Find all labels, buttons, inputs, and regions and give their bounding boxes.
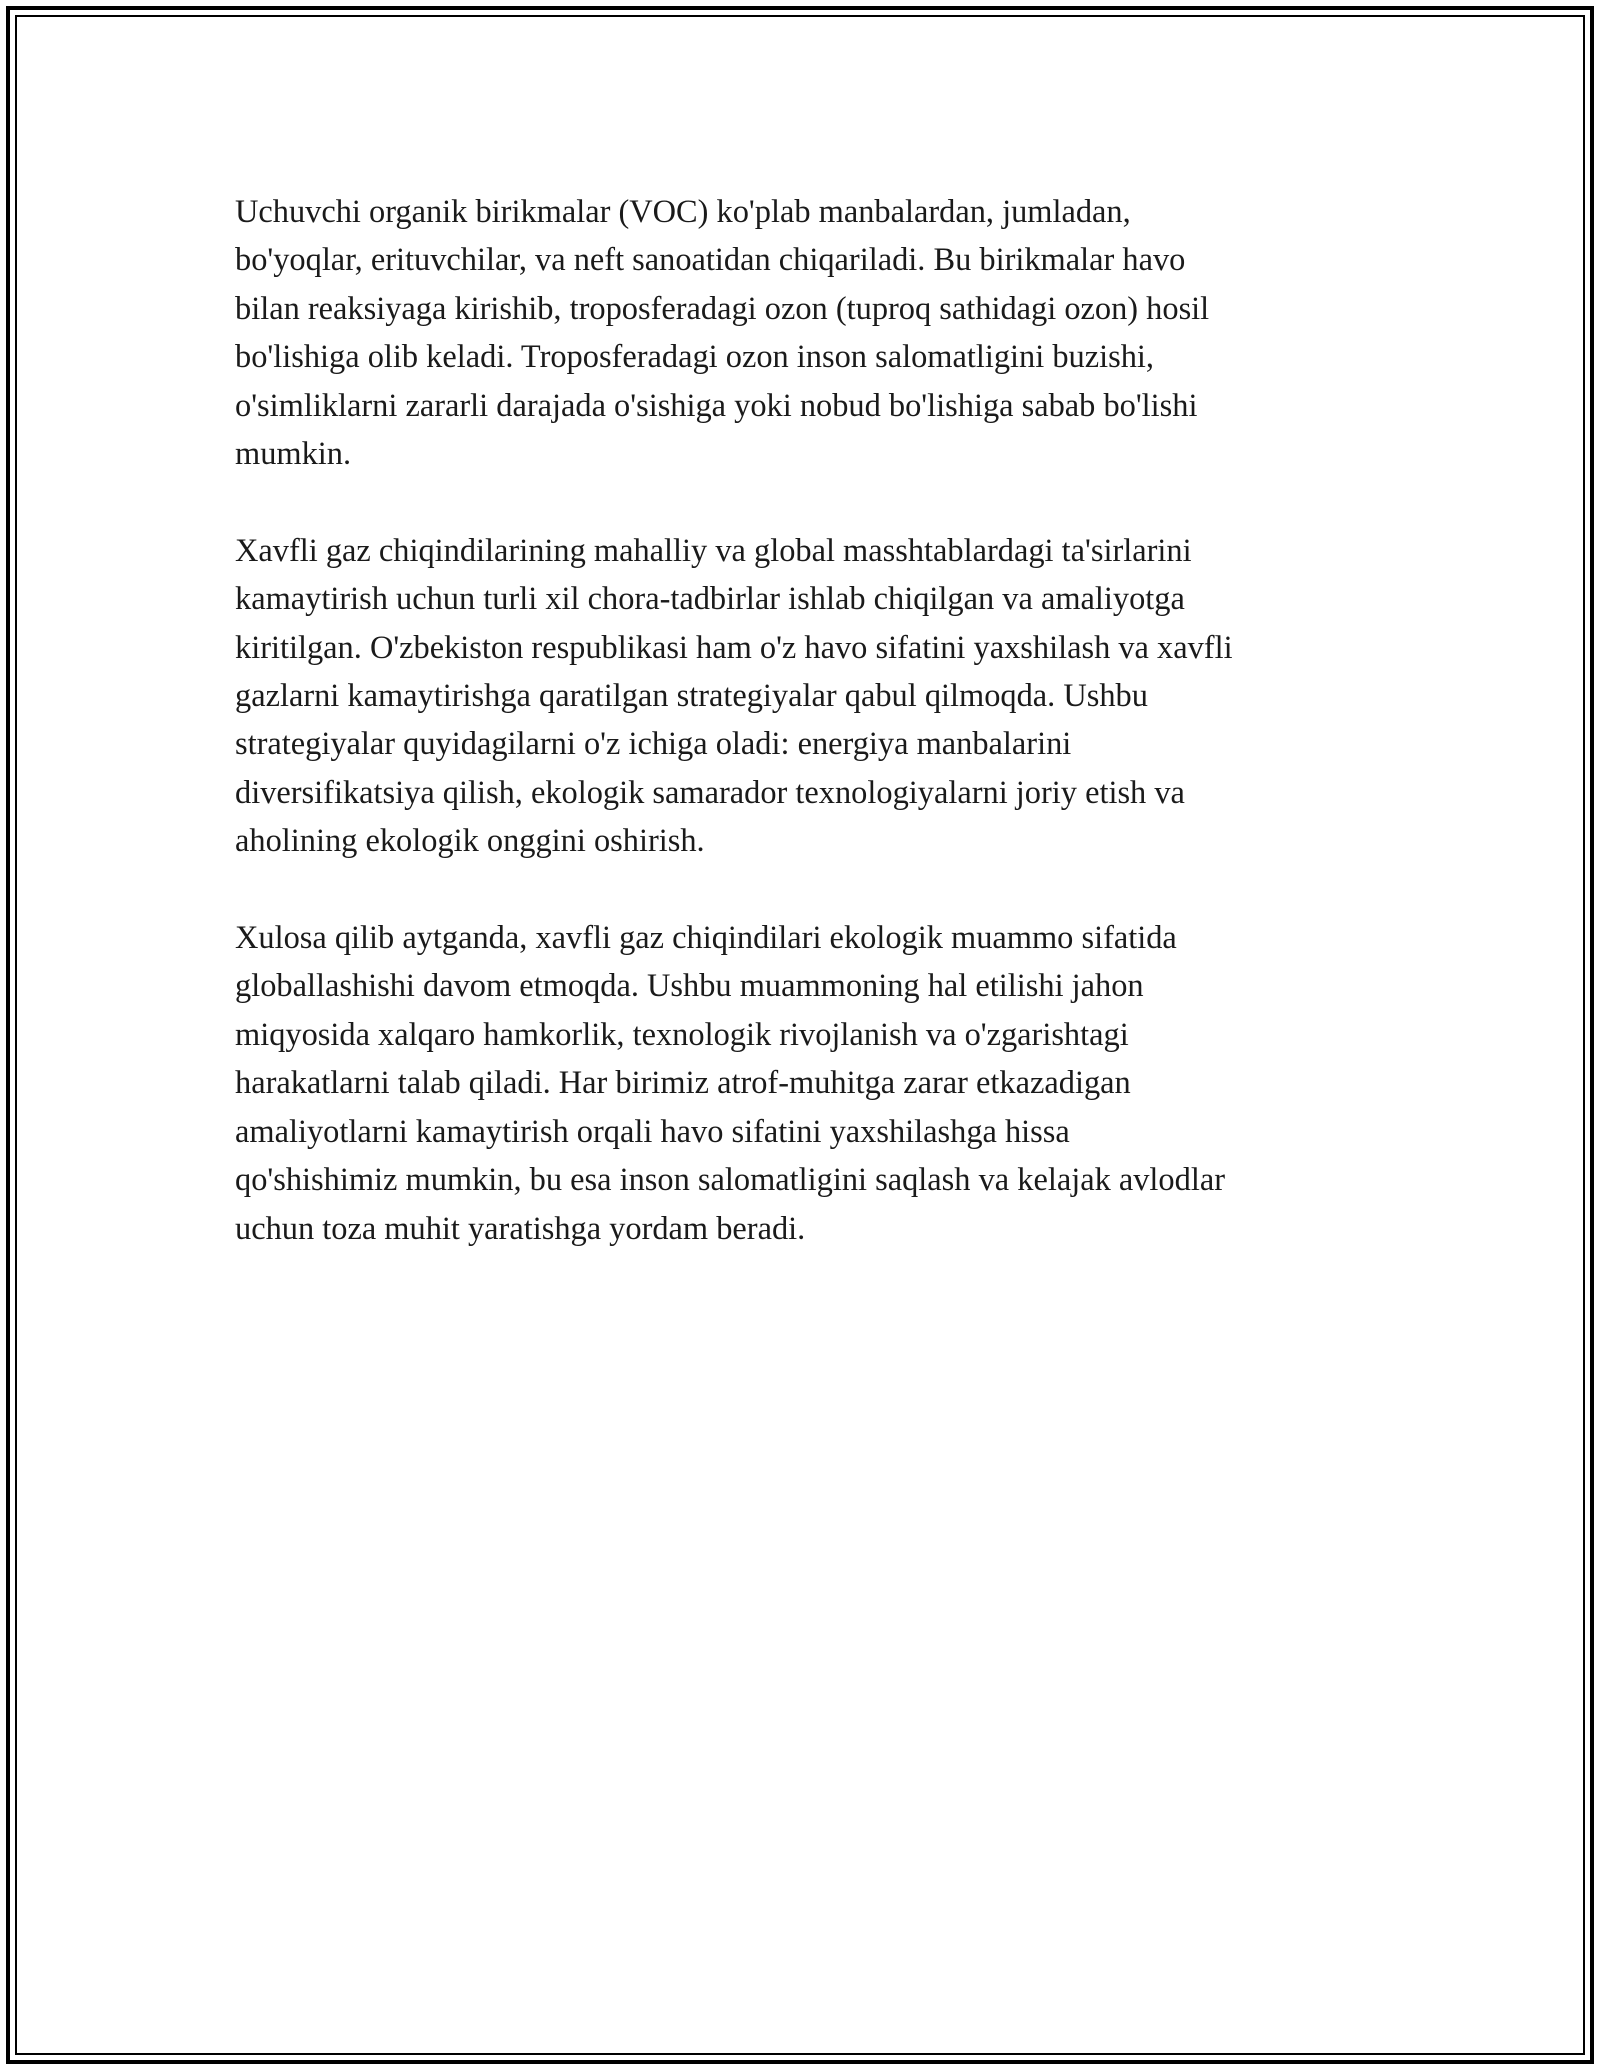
text-line: kamaytirish uchun turli xil chora-tadbirlar ishlab chiqilgan va amaliyotga — [235, 581, 1185, 618]
text-line: harakatlarni talab qiladi. Har birimiz atrof-muhitga zarar etkazadigan — [235, 1065, 1131, 1102]
paragraph-conclusion — [235, 914, 1385, 1253]
text-line: amaliyotlarni kamaytirish orqali havo sifatini yaxshilashga hissa — [235, 1113, 1070, 1150]
text-line: kiritilgan. O'zbekiston respublikasi ham o'z havo sifatini yaxshilash va xavfli — [235, 629, 1233, 666]
paragraph-voc — [235, 188, 1385, 478]
document-body — [235, 188, 1385, 1301]
text-line: o'simliklarni zararli darajada o'sishiga yoki nobud bo'lishiga sabab bo'lishi — [235, 387, 1198, 424]
text-line: bo'lishiga olib keladi. Troposferadagi ozon inson salomatligini buzishi, — [235, 339, 1154, 376]
text-line: miqyosida xalqaro hamkorlik, texnologik rivojlanish va o'zgarishtagi — [235, 1016, 1129, 1053]
text-line: diversifikatsiya qilish, ekologik samarador texnologiyalarni joriy etish va — [235, 774, 1185, 811]
text-line: bilan reaksiyaga kirishib, troposferadagi ozon (tuproq sathidagi ozon) hosil — [235, 290, 1210, 327]
text-line: aholining ekologik onggini oshirish. — [235, 823, 705, 860]
text-line: gazlarni kamaytirishga qaratilgan strategiyalar qabul qilmoqda. Ushbu — [235, 678, 1148, 715]
text-line: mumkin. — [235, 436, 352, 473]
text-line: bo'yoqlar, erituvchilar, va neft sanoatidan chiqariladi. Bu birikmalar havo — [235, 242, 1186, 279]
text-line: qo'shishimiz mumkin, bu esa inson salomatligini saqlash va kelajak avlodlar — [235, 1162, 1225, 1199]
text-line: Xulosa qilib aytganda, xavfli gaz chiqindilari ekologik muammo sifatida — [235, 920, 1177, 957]
text-line: strategiyalar quyidagilarni o'z ichiga oladi: energiya manbalarini — [235, 726, 1072, 763]
text-line: Xavfli gaz chiqindilarining mahalliy va global masshtablardagi ta'sirlarini — [235, 532, 1192, 569]
text-line: Uchuvchi organik birikmalar (VOC) ko'plab manbalardan, jumladan, — [235, 194, 1131, 230]
text-line: globallashishi davom etmoqda. Ushbu muammoning hal etilishi jahon — [235, 968, 1144, 1005]
text-line: uchun toza muhit yaratishga yordam beradi. — [235, 1210, 806, 1247]
paragraph-measures — [235, 527, 1385, 866]
